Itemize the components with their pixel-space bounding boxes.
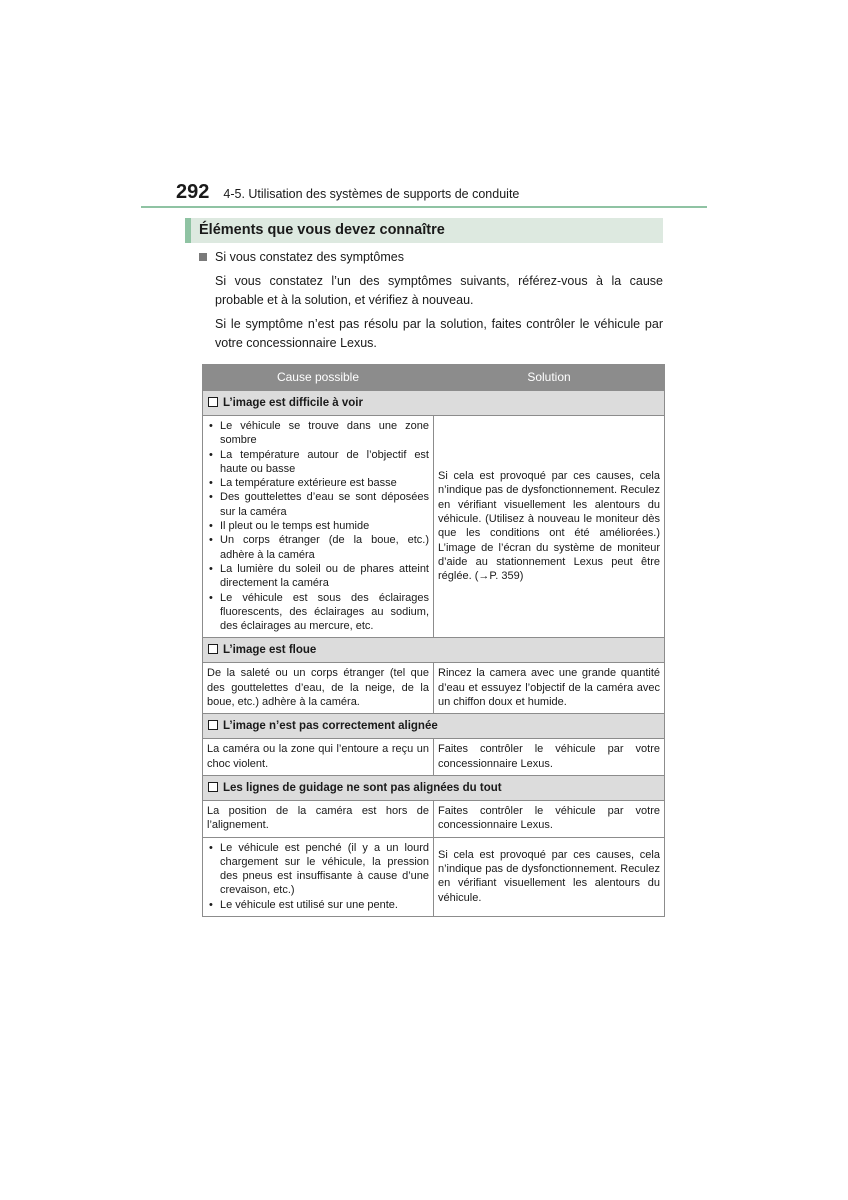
solution-cell (434, 416, 665, 638)
list-item: • Le véhicule est sous des éclairages fluorescents, des éclairages au sodium, des éclairages au mercure, etc. (207, 591, 429, 634)
list-item: • Un corps étranger (de la boue, etc.) adhère à la caméra (207, 533, 429, 562)
subheading (199, 250, 404, 264)
chapter-title: 4-5. Utilisation des systèmes de supports de conduite (223, 187, 520, 201)
category-row (203, 391, 665, 416)
table-row (203, 416, 665, 638)
checkbox-icon (208, 397, 218, 407)
category-row (203, 775, 665, 800)
table-row (203, 800, 665, 837)
category-title: Les lignes de guidage ne sont pas alignées du tout (223, 781, 502, 794)
list-item: • Le véhicule est penché (il y a un lourd chargement sur le véhicule, la pression des pneus est insuffisante à cause d’une crevaison, etc.) (207, 841, 429, 898)
list-item: • La température extérieure est basse (207, 476, 429, 490)
checkbox-icon (208, 782, 218, 792)
solution-cell: Si cela est provoqué par ces causes, cela n’indique pas de dysfonctionnement. Reculez en vérifiant visuellement les alentours du véhicule. (434, 837, 665, 916)
column-header-solution: Solution (434, 365, 665, 391)
square-bullet-icon (199, 253, 207, 261)
cause-cell: La caméra ou la zone qui l’entoure a reçu un choc violent. (203, 739, 434, 776)
list-item: • La température autour de l’objectif est haute ou basse (207, 448, 429, 477)
category-cell (203, 714, 665, 739)
cause-cell (203, 837, 434, 916)
table-row (203, 739, 665, 776)
cause-cell: La position de la caméra est hors de l’alignement. (203, 800, 434, 837)
table-row (203, 663, 665, 714)
cause-list (207, 419, 429, 633)
checkbox-icon (208, 720, 218, 730)
header-divider (141, 206, 707, 208)
subheading-text: Si vous constatez des symptômes (215, 250, 404, 264)
checkbox-icon (208, 644, 218, 654)
category-cell (203, 775, 665, 800)
category-cell (203, 391, 665, 416)
list-item: • Il pleut ou le temps est humide (207, 519, 429, 533)
category-row (203, 714, 665, 739)
page-header (176, 181, 519, 204)
category-row (203, 638, 665, 663)
list-item: • Le véhicule est utilisé sur une pente. (207, 898, 429, 912)
column-header-cause: Cause possible (203, 365, 434, 391)
table-row (203, 837, 665, 916)
category-title: L’image n’est pas correctement alignée (223, 720, 438, 733)
intro-paragraph: Si le symptôme n’est pas résolu par la solution, faites contrôler le véhicule par votre concessionnaire Lexus. (215, 317, 663, 350)
solution-text: Si cela est provoqué par ces causes, cela n’indique pas de dysfonctionnement. Reculez en vérifiant visuellement les alentours du véhicule. (Utilisez à nouveau le moniteur dès que les conditions ont été améliorées.) L’image de l’écran du système de moniteur d’aide au stationnement Lexus peut être réglée. (→P. 359) (438, 470, 660, 583)
section-title-bar (185, 218, 663, 243)
symptom-table (202, 364, 665, 917)
list-item: • Des gouttelettes d’eau se sont déposées sur la caméra (207, 490, 429, 519)
section-title: Éléments que vous devez connaître (199, 222, 445, 238)
page-number: 292 (176, 181, 210, 203)
cause-list (207, 841, 429, 912)
table-header-row (203, 365, 665, 391)
category-cell (203, 638, 665, 663)
cause-cell (203, 416, 434, 638)
category-title: L’image est difficile à voir (223, 396, 363, 409)
solution-cell: Faites contrôler le véhicule par votre concessionnaire Lexus. (434, 739, 665, 776)
category-title: L’image est floue (223, 644, 317, 657)
cause-cell: De la saleté ou un corps étranger (tel que des gouttelettes d’eau, de la neige, de la boue, etc.) adhère à la caméra. (203, 663, 434, 714)
list-item: • Le véhicule se trouve dans une zone sombre (207, 419, 429, 448)
list-item: • La lumière du soleil ou de phares atteint directement la caméra (207, 562, 429, 591)
solution-cell: Rincez la camera avec une grande quantité d’eau et essuyez l’objectif de la caméra avec un chiffon doux et humide. (434, 663, 665, 714)
solution-cell: Faites contrôler le véhicule par votre concessionnaire Lexus. (434, 800, 665, 837)
intro-paragraph: Si vous constatez l’un des symptômes suivants, référez-vous à la cause probable et à la solution, et vérifiez à nouveau. (215, 274, 663, 307)
